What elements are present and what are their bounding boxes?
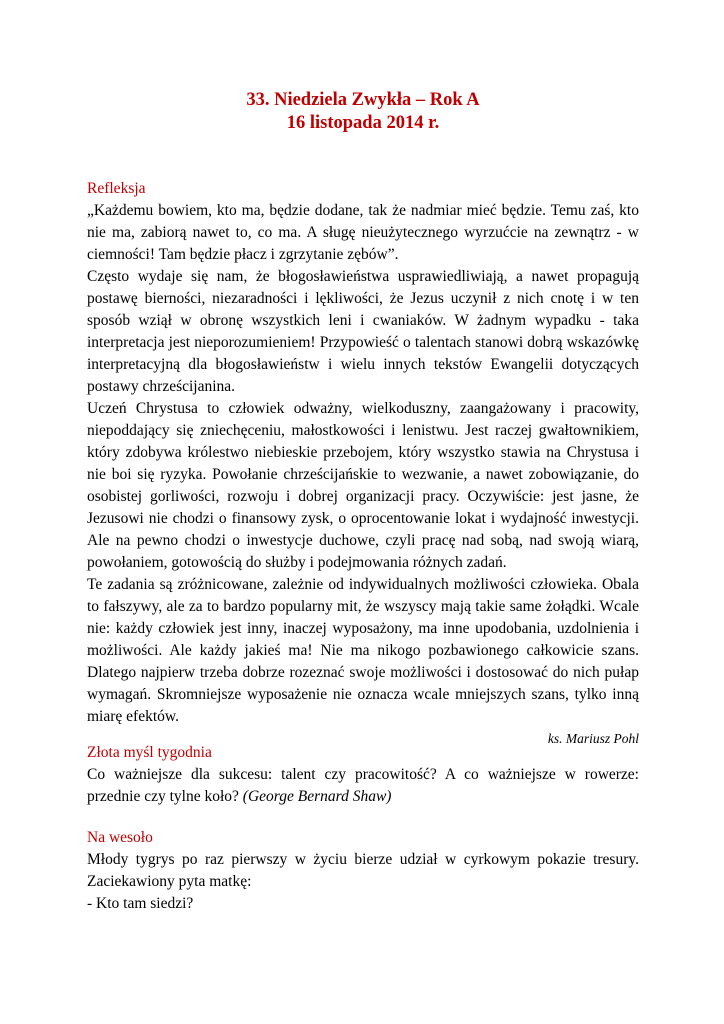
na-wesolo-paragraph: Młody tygrys po raz pierwszy w życiu bierze udział w cyrkowym pokazie tresury. Zaciekawiony pyta matkę: bbox=[87, 851, 639, 890]
na-wesolo-body bbox=[87, 849, 639, 915]
refleksja-quote: „Każdemu bowiem, kto ma, będzie dodane, tak że nadmiar mieć będzie. Temu zaś, kto nie ma, zabiorą nawet to, co ma. A sługę nieużytecznego wyrzućcie na zewnątrz - w ciemności! Tam będzie płacz i zgrzytanie zębów”. bbox=[87, 202, 639, 263]
refleksja-paragraph: Uczeń Chrystusa to człowiek odważny, wielkoduszny, zaangażowany i pracowity, niepoddający się zniechęceniu, małostkowości i lenistwu. Jest raczej gwałtownikiem, który zdobywa królestwo niebieskie przebojem, który wszystko stawia na Chrystusa i nie boi się ryzyka. Powołanie chrześcijańskie to wezwanie, a nawet zobowiązanie, do osobistej gorliwości, rozwoju i dobrej organizacji pracy. Oczywiście: jest jasne, że Jezusowi nie chodzi o finansowy zysk, o oprocentowanie lokat i wydajność inwestycji. Ale na pewno chodzi o inwestycje duchowe, czyli pracę nad sobą, nad swoją wiarą, powołaniem, gotowością do służby i podejmowania różnych zadań. bbox=[87, 400, 639, 571]
refleksja-author: ks. Mariusz Pohl bbox=[547, 731, 639, 746]
section-heading-zlota-mysl: Złota myśl tygodnia bbox=[87, 744, 212, 761]
refleksja-paragraph: Te zadania są zróżnicowane, zależnie od indywidualnych możliwości człowieka. Obala to fałszywy, ale za to bardzo popularny mit, że wszyscy mają takie same żołądki. Wcale nie: każdy człowiek jest inny, inaczej wyposażony, ma inne upodobania, uzdolnienia i możliwości. Ale każdy jakieś ma! Nie ma nikogo pozbawionego całkowicie szans. Dlatego najpierw trzeba dobrze rozeznać swoje możliwości i dostosować do nich pułap wymagań. Skromniejsze wyposażenie nie oznacza wcale mniejszych szans, tylko inną miarę efektów. bbox=[87, 576, 639, 725]
na-wesolo-paragraph: - Kto tam siedzi? bbox=[87, 895, 194, 912]
zlota-mysl-quote bbox=[87, 764, 639, 808]
zlota-mysl-attribution: (George Bernard Shaw) bbox=[242, 788, 392, 805]
section-heading-refleksja: Refleksja bbox=[87, 180, 146, 197]
zlota-mysl-body bbox=[87, 764, 639, 808]
page-title-line1: 33. Niedziela Zwykła – Rok A bbox=[246, 90, 480, 110]
page-title-line2: 16 listopada 2014 r. bbox=[286, 113, 440, 133]
refleksja-paragraph: Często wydaje się nam, że błogosławieństwa usprawiedliwiają, a nawet propagują postawę bierności, niezaradności i lękliwości, że Jezus uczynił z nich cnotę i w ten sposób wziął w obronę wszystkich leni i cwaniaków. W żadnym wypadku - taka interpretacja jest nieporozumieniem! Przypowieść o talentach stanowi dobrą wskazówkę interpretacyjną dla błogosławieństw i wielu innych tekstów Ewangelii dotyczących postawy chrześcijanina. bbox=[87, 268, 639, 395]
section-heading-na-wesolo: Na wesoło bbox=[87, 829, 153, 846]
refleksja-body bbox=[87, 200, 639, 750]
zlota-mysl-text: Co ważniejsze dla sukcesu: talent czy pracowitość? A co ważniejsze w rowerze: przednie czy tylne koło? bbox=[87, 766, 639, 805]
